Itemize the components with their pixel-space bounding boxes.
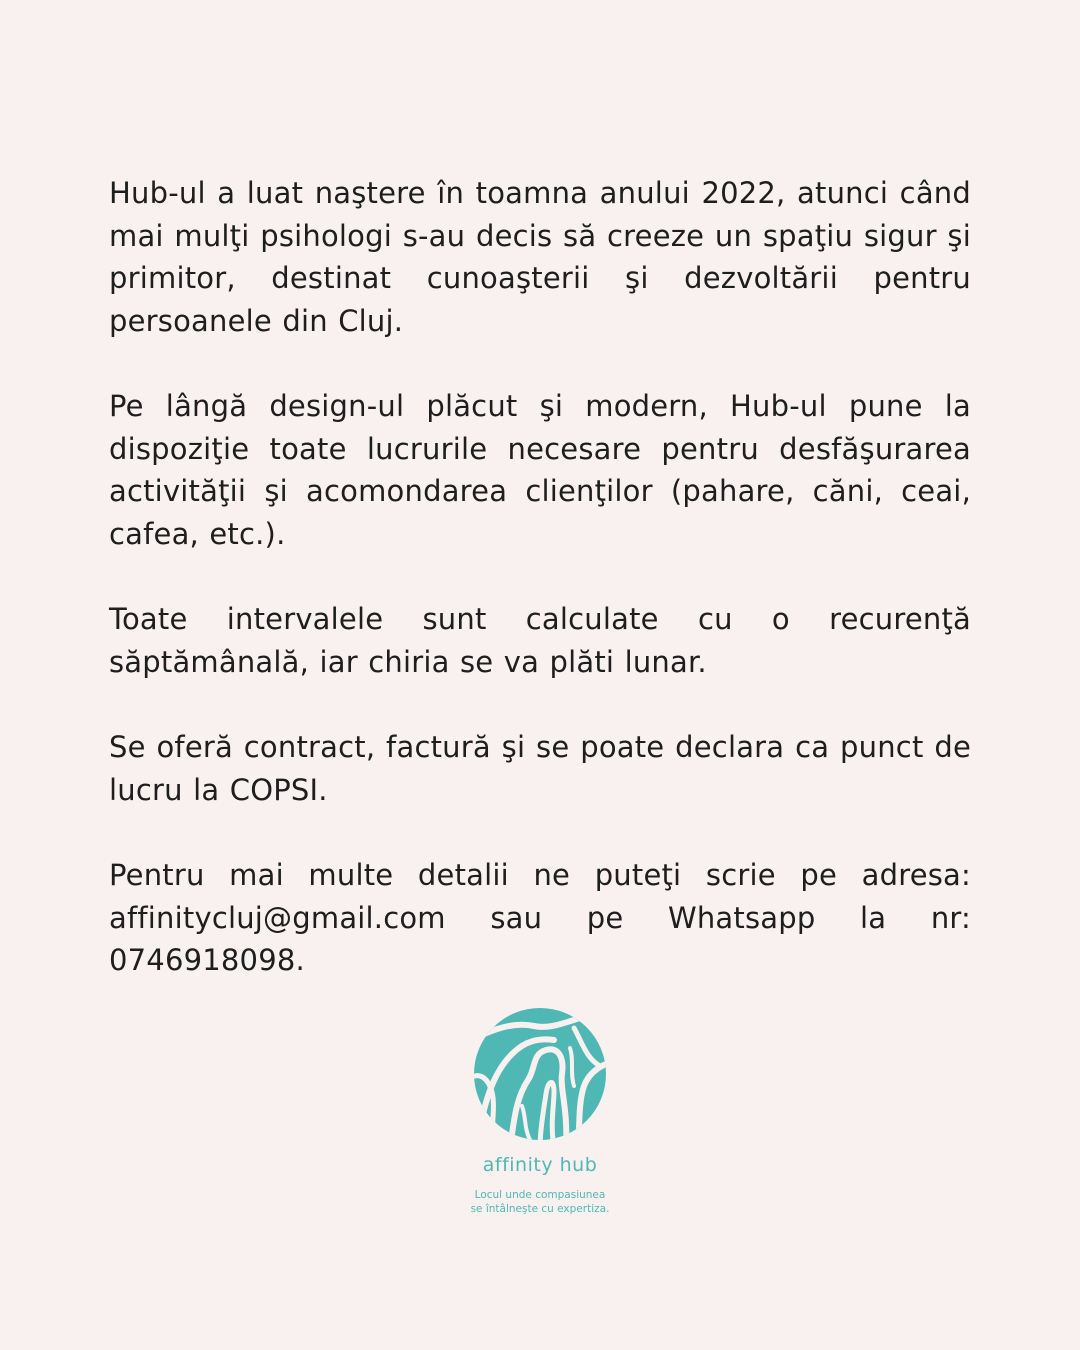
tagline-line-1: Locul unde compasiunea [474,1189,606,1201]
affinity-hub-logo-icon [474,1008,606,1140]
brand-name: affinity hub [482,1154,598,1176]
brand-tagline [0,1188,1080,1216]
paragraph-contact: Pentru mai multe detalii ne puteţi scrie pe adresa: affinitycluj@gmail.com sau pe Whatsapp la nr: 0746918098. [109,858,971,977]
paragraph-amenities: Pe lângă design-ul plăcut şi modern, Hub-ul pune la dispoziţie toate lucrurile necesare pentru desfăşurarea activităţii şi acomondarea clienţilor (pahare, căni, ceai, cafea, etc.). [109,389,971,551]
tagline-line-2: se întâlneşte cu expertiza. [470,1203,610,1215]
paragraph-history: Hub-ul a luat naştere în toamna anului 2022, atunci când mai mulţi psihologi s-au decis să creeze un spaţiu sigur şi primitor, destinat cunoaşterii şi dezvoltării pentru persoanele din Cluj. [109,176,971,338]
paragraph-contract: Se oferă contract, factură şi se poate declara ca punct de lucru la COPSI. [109,730,971,807]
body-text [109,172,971,1025]
brand-logo [0,1008,1080,1216]
paragraph-intervals: Toate intervalele sunt calculate cu o recurenţă săptămânală, iar chiria se va plăti lunar. [109,602,971,679]
